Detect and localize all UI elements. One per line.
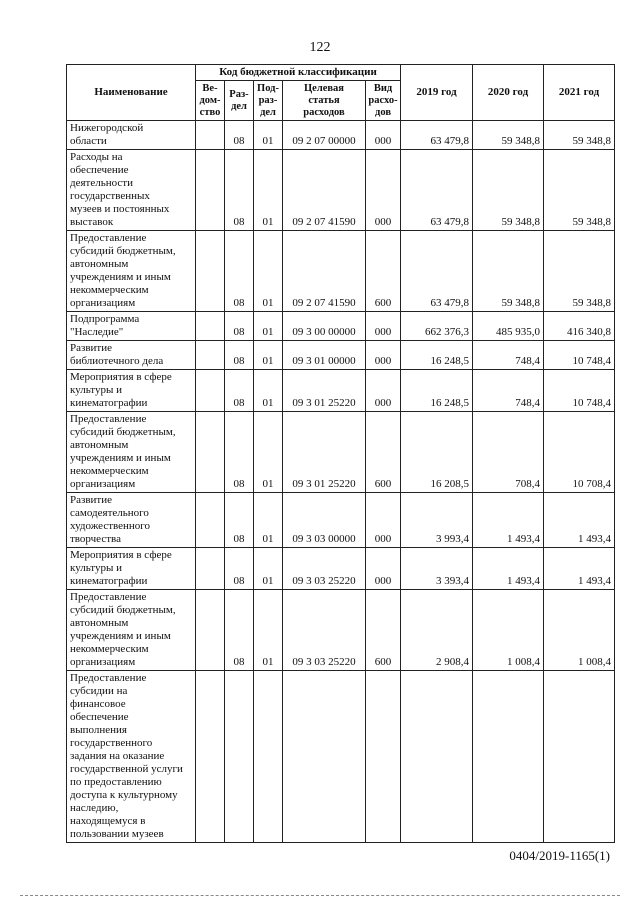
row-vedomstvo xyxy=(196,341,225,370)
row-razdel: 08 xyxy=(225,370,254,412)
header-podrazdel: Под- раз- дел xyxy=(254,81,283,121)
row-razdel: 08 xyxy=(225,150,254,231)
header-2019: 2019 год xyxy=(401,65,473,121)
row-vedomstvo xyxy=(196,312,225,341)
row-2020: 59 348,8 xyxy=(473,231,544,312)
row-2019: 3 993,4 xyxy=(401,493,473,548)
row-2021: 10 748,4 xyxy=(544,341,615,370)
header-vedomstvo: Ве- дом- ство xyxy=(196,81,225,121)
row-podrazdel: 01 xyxy=(254,150,283,231)
row-2019: 63 479,8 xyxy=(401,231,473,312)
row-razdel: 08 xyxy=(225,231,254,312)
table-row xyxy=(67,370,615,412)
table-row xyxy=(67,341,615,370)
row-name: Предоставление субсидий бюджетным, автономным учреждениям и иным некоммерческим организациям xyxy=(67,590,196,671)
header-2021: 2021 год xyxy=(544,65,615,121)
row-2021: 10 708,4 xyxy=(544,412,615,493)
header-celevaya: Целевая статья расходов xyxy=(283,81,366,121)
row-vedomstvo xyxy=(196,121,225,150)
row-2019: 662 376,3 xyxy=(401,312,473,341)
row-2019: 63 479,8 xyxy=(401,121,473,150)
row-vedomstvo xyxy=(196,548,225,590)
row-razdel: 08 xyxy=(225,493,254,548)
row-vid: 000 xyxy=(366,150,401,231)
row-2019: 2 908,4 xyxy=(401,590,473,671)
row-celevaya: 09 3 00 00000 xyxy=(283,312,366,341)
row-celevaya: 09 3 03 00000 xyxy=(283,493,366,548)
row-2021: 1 493,4 xyxy=(544,493,615,548)
row-2020: 59 348,8 xyxy=(473,150,544,231)
table-row xyxy=(67,121,615,150)
table-row xyxy=(67,493,615,548)
row-2020: 748,4 xyxy=(473,341,544,370)
table-row xyxy=(67,590,615,671)
row-razdel: 08 xyxy=(225,341,254,370)
row-2020: 1 008,4 xyxy=(473,590,544,671)
row-celevaya: 09 2 07 00000 xyxy=(283,121,366,150)
row-2019: 63 479,8 xyxy=(401,150,473,231)
row-name: Предоставление субсидий бюджетным, автономным учреждениям и иным некоммерческим организациям xyxy=(67,412,196,493)
table-row xyxy=(67,412,615,493)
row-2021: 1 008,4 xyxy=(544,590,615,671)
row-2019: 16 248,5 xyxy=(401,341,473,370)
table-row xyxy=(67,150,615,231)
row-2021: 416 340,8 xyxy=(544,312,615,341)
row-2021: 10 748,4 xyxy=(544,370,615,412)
row-podrazdel: 01 xyxy=(254,412,283,493)
row-vedomstvo xyxy=(196,231,225,312)
row-2019: 16 208,5 xyxy=(401,412,473,493)
header-razdel: Раз- дел xyxy=(225,81,254,121)
row-2021: 59 348,8 xyxy=(544,231,615,312)
row-name: Развитие самодеятельного художественного творчества xyxy=(67,493,196,548)
row-celevaya: 09 3 01 25220 xyxy=(283,412,366,493)
row-podrazdel: 01 xyxy=(254,121,283,150)
row-podrazdel: 01 xyxy=(254,493,283,548)
row-vid: 600 xyxy=(366,231,401,312)
row-vid: 000 xyxy=(366,370,401,412)
row-2021: 59 348,8 xyxy=(544,150,615,231)
budget-table xyxy=(66,64,615,843)
row-podrazdel: 01 xyxy=(254,370,283,412)
row-name: Предоставление субсидий бюджетным, автономным учреждениям и иным некоммерческим организациям xyxy=(67,231,196,312)
row-vedomstvo xyxy=(196,671,225,843)
row-podrazdel: 01 xyxy=(254,231,283,312)
row-name: Расходы на обеспечение деятельности государственных музеев и постоянных выставок xyxy=(67,150,196,231)
table-row xyxy=(67,312,615,341)
row-razdel: 08 xyxy=(225,412,254,493)
row-2020: 1 493,4 xyxy=(473,493,544,548)
row-celevaya: 09 3 01 00000 xyxy=(283,341,366,370)
scan-edge-line xyxy=(20,895,620,896)
table-row xyxy=(67,671,615,843)
row-2019: 16 248,5 xyxy=(401,370,473,412)
row-podrazdel: 01 xyxy=(254,590,283,671)
row-2020: 708,4 xyxy=(473,412,544,493)
table-row xyxy=(67,231,615,312)
row-name: Подпрограмма "Наследие" xyxy=(67,312,196,341)
row-2019 xyxy=(401,671,473,843)
row-2020: 59 348,8 xyxy=(473,121,544,150)
row-razdel xyxy=(225,671,254,843)
row-2021: 59 348,8 xyxy=(544,121,615,150)
row-2020 xyxy=(473,671,544,843)
row-vid: 000 xyxy=(366,312,401,341)
row-vedomstvo xyxy=(196,370,225,412)
row-vedomstvo xyxy=(196,493,225,548)
row-2020: 748,4 xyxy=(473,370,544,412)
row-razdel: 08 xyxy=(225,548,254,590)
header-code-group: Код бюджетной классификации xyxy=(196,65,401,81)
row-name: Развитие библиотечного дела xyxy=(67,341,196,370)
page-number: 122 xyxy=(309,40,331,55)
row-name: Мероприятия в сфере культуры и кинематографии xyxy=(67,370,196,412)
row-razdel: 08 xyxy=(225,590,254,671)
row-vid: 000 xyxy=(366,121,401,150)
row-celevaya: 09 3 01 25220 xyxy=(283,370,366,412)
table-row xyxy=(67,548,615,590)
row-celevaya xyxy=(283,671,366,843)
row-vedomstvo xyxy=(196,412,225,493)
row-celevaya: 09 2 07 41590 xyxy=(283,231,366,312)
row-name: Нижегородской области xyxy=(67,121,196,150)
row-2020: 485 935,0 xyxy=(473,312,544,341)
row-celevaya: 09 3 03 25220 xyxy=(283,590,366,671)
row-2021 xyxy=(544,671,615,843)
row-razdel: 08 xyxy=(225,312,254,341)
row-podrazdel: 01 xyxy=(254,341,283,370)
row-2021: 1 493,4 xyxy=(544,548,615,590)
row-2020: 1 493,4 xyxy=(473,548,544,590)
row-vid: 600 xyxy=(366,590,401,671)
row-vid: 000 xyxy=(366,493,401,548)
row-2019: 3 393,4 xyxy=(401,548,473,590)
row-vid xyxy=(366,671,401,843)
row-vid: 600 xyxy=(366,412,401,493)
row-vid: 000 xyxy=(366,548,401,590)
header-name: Наименование xyxy=(67,65,196,121)
header-vid: Вид расхо- дов xyxy=(366,81,401,121)
row-vedomstvo xyxy=(196,590,225,671)
row-vid: 000 xyxy=(366,341,401,370)
row-vedomstvo xyxy=(196,150,225,231)
header-2020: 2020 год xyxy=(473,65,544,121)
row-razdel: 08 xyxy=(225,121,254,150)
row-podrazdel: 01 xyxy=(254,312,283,341)
row-podrazdel: 01 xyxy=(254,548,283,590)
document-code: 0404/2019-1165(1) xyxy=(509,848,610,863)
row-celevaya: 09 2 07 41590 xyxy=(283,150,366,231)
row-podrazdel xyxy=(254,671,283,843)
row-name: Мероприятия в сфере культуры и кинематографии xyxy=(67,548,196,590)
row-celevaya: 09 3 03 25220 xyxy=(283,548,366,590)
row-name: Предоставление субсидии на финансовое обеспечение выполнения государственного задания на оказание государственной услуги по предоставлению доступа к культурному наследию, находящемуся в пользовании музеев xyxy=(67,671,196,843)
